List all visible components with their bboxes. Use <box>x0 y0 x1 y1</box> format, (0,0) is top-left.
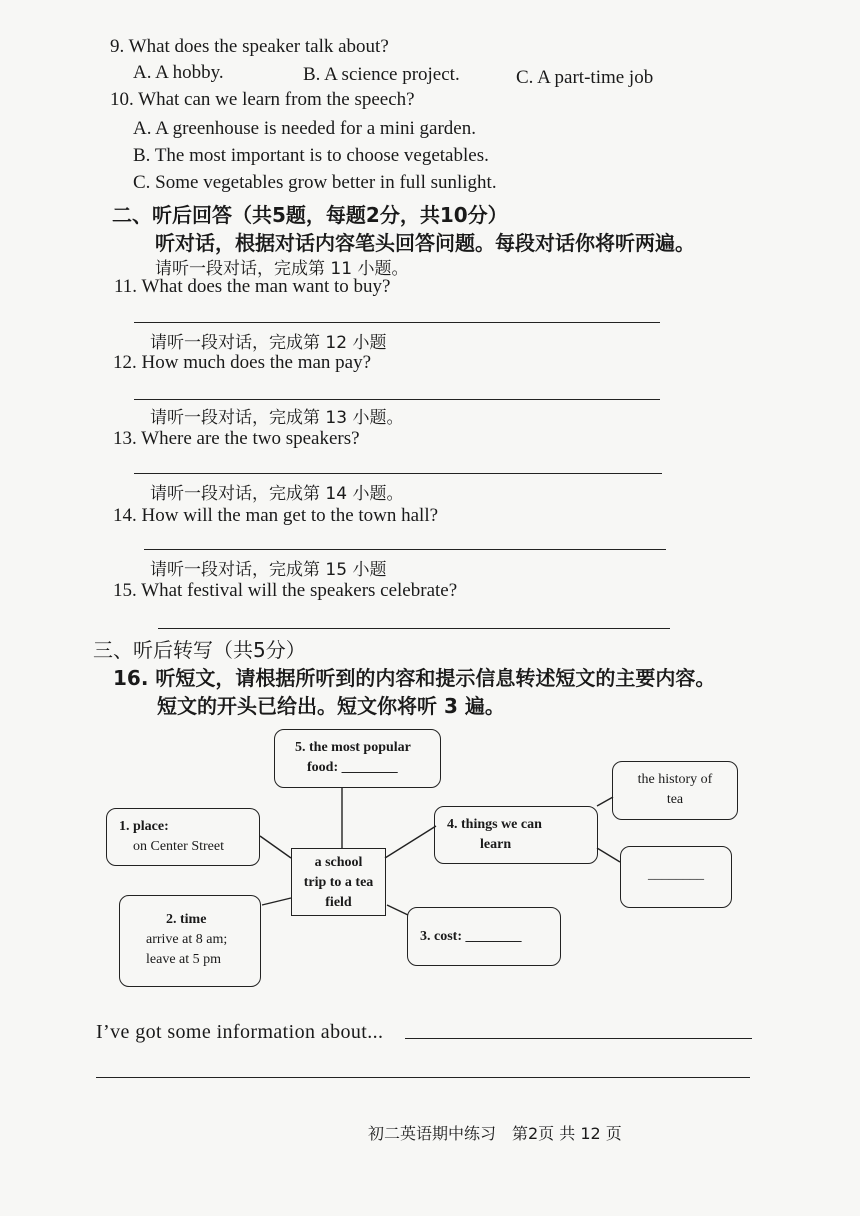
answer-line-2 <box>96 1077 750 1078</box>
section-3-instruction-1: 16. 听短文，请根据所听到的内容和提示信息转述短文的主要内容。 <box>113 666 716 690</box>
food-box <box>274 729 441 788</box>
q12-prompt: 请听一段对话，完成第 12 小题 <box>150 333 387 353</box>
time-title: 2. time <box>166 912 207 927</box>
blank-learn-box <box>620 846 732 908</box>
q9-option-c: C. A part-time job <box>516 67 654 88</box>
question-15: 15. What festival will the speakers celebrate? <box>113 580 458 601</box>
history-line1: the history of <box>637 772 713 787</box>
history-line2: tea <box>666 792 684 807</box>
question-13: 13. Where are the two speakers? <box>113 428 360 449</box>
blank-learn-value: ________ <box>648 867 704 882</box>
center-topic-line3: field <box>325 895 352 910</box>
q9-option-b: B. A science project. <box>303 64 460 85</box>
time-box <box>119 895 261 987</box>
place-title: 1. place: <box>119 819 169 834</box>
answer-line-1 <box>405 1038 752 1039</box>
section-2-title: 二、听后回答（共5题，每题2分，共10分） <box>112 203 508 227</box>
center-topic-line2: trip to a tea <box>303 875 374 890</box>
question-12: 12. How much does the man pay? <box>113 352 372 373</box>
q11-prompt: 请听一段对话，完成第 11 小题。 <box>155 259 409 279</box>
section-2-instruction: 听对话，根据对话内容笔头回答问题。每段对话你将听两遍。 <box>155 231 695 255</box>
question-9: 9. What does the speaker talk about? <box>110 36 389 57</box>
place-value: on Center Street <box>133 839 224 854</box>
learn-line2: learn <box>480 837 512 852</box>
answer-start-text: I’ve got some information about... <box>96 1021 384 1043</box>
center-topic-box <box>291 848 386 916</box>
question-10: 10. What can we learn from the speech? <box>110 89 415 110</box>
cost-box <box>407 907 561 966</box>
learn-box <box>434 806 598 864</box>
cost-label: 3. cost: ________ <box>420 929 522 944</box>
q13-prompt: 请听一段对话，完成第 13 小题。 <box>150 408 404 428</box>
section-3-instruction-2: 短文的开头已给出。短文你将听 3 遍。 <box>157 694 505 718</box>
place-box <box>106 808 260 866</box>
q10-option-a: A. A greenhouse is needed for a mini garden. <box>133 118 476 139</box>
question-11: 11. What does the man want to buy? <box>114 276 391 297</box>
history-box <box>612 761 738 820</box>
food-title: 5. the most popular <box>295 740 411 755</box>
time-arrive: arrive at 8 am; <box>146 932 228 947</box>
center-topic-line1: a school <box>314 855 363 870</box>
q10-option-c: C. Some vegetables grow better in full sunlight. <box>133 172 497 193</box>
q10-option-b: B. The most important is to choose vegetables. <box>133 145 489 166</box>
section-3-title: 三、听后转写（共5分） <box>93 638 306 662</box>
page-footer: 初二英语期中练习 第2页 共 12 页 <box>368 1124 622 1143</box>
time-leave: leave at 5 pm <box>146 952 222 967</box>
learn-line1: 4. things we can <box>447 817 542 832</box>
question-14: 14. How will the man get to the town hall? <box>113 505 439 526</box>
q9-option-a: A. A hobby. <box>133 62 224 83</box>
q14-prompt: 请听一段对话，完成第 14 小题。 <box>150 484 404 504</box>
food-value: food: ________ <box>307 760 398 775</box>
q15-prompt: 请听一段对话，完成第 15 小题 <box>150 560 387 580</box>
